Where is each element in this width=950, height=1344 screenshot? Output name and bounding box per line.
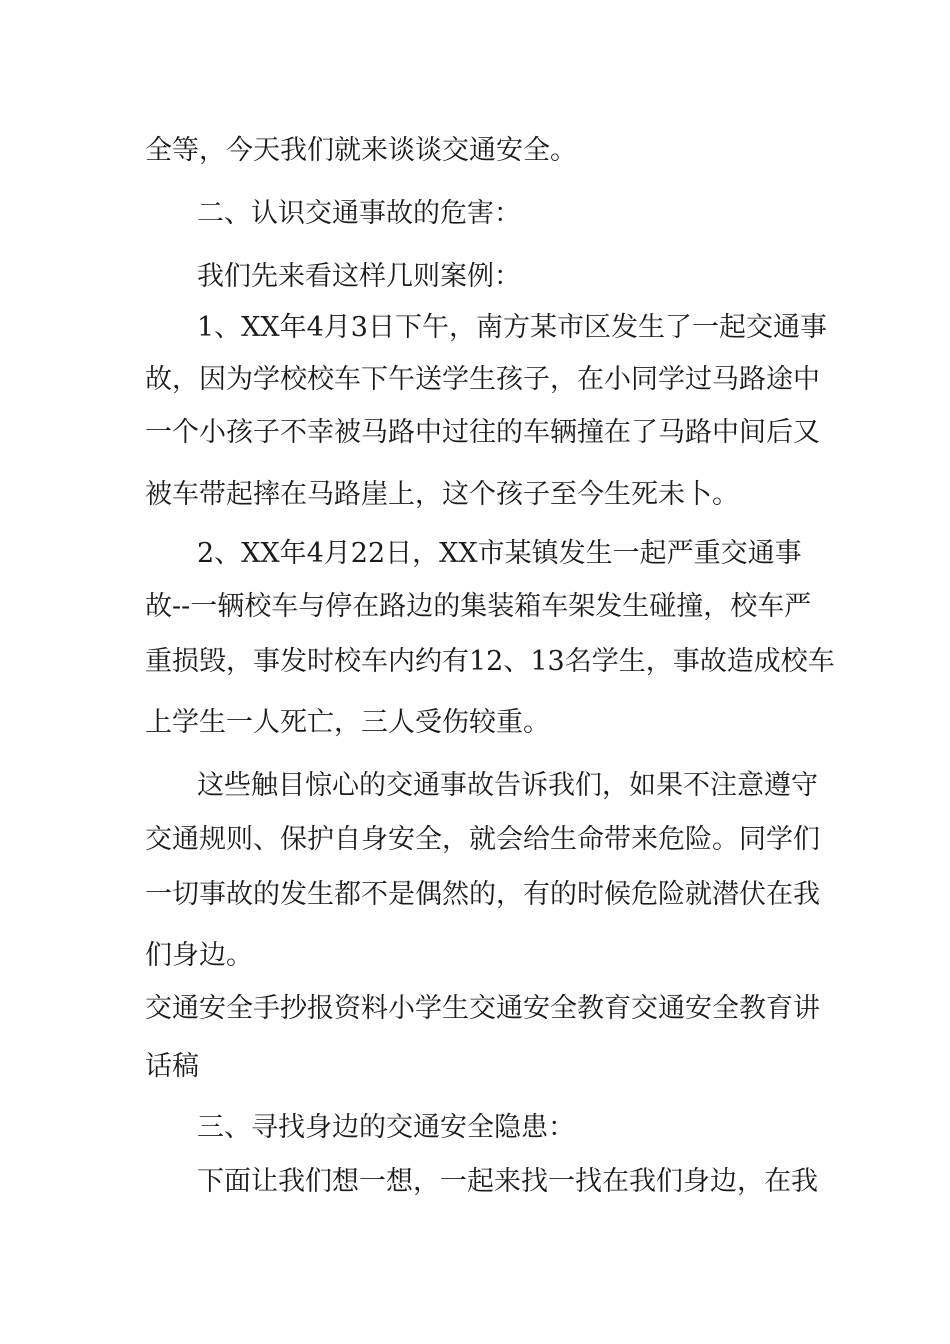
text-line: 1、XX年4月3日下午，南方某市区发生了一起交通事 — [197, 312, 827, 343]
text-line: 2、XX年4月22日，XX市某镇发生一起严重交通事 — [197, 538, 802, 569]
text-line: 交通安全手抄报资料小学生交通安全教育交通安全教育讲 — [145, 993, 820, 1024]
text-line: 一个小孩子不幸被马路中过往的车辆撞在了马路中间后又 — [145, 417, 820, 448]
text-line: 们身边。 — [145, 940, 253, 971]
text-line: 我们先来看这样几则案例： — [197, 261, 521, 292]
section-heading: 三、寻找身边的交通安全隐患： — [197, 1112, 575, 1143]
text-line: 故--一辆校车与停在路边的集装箱车架发生碰撞，校车严 — [145, 591, 812, 622]
text-line: 故，因为学校校车下午送学生孩子，在小同学过马路途中 — [145, 364, 820, 395]
text-line: 这些触目惊心的交通事故告诉我们，如果不注意遵守 — [197, 770, 818, 801]
text-line: 下面让我们想一想，一起来找一找在我们身边，在我 — [197, 1166, 818, 1197]
section-heading: 二、认识交通事故的危害： — [197, 198, 521, 229]
text-line: 全等，今天我们就来谈谈交通安全。 — [145, 135, 577, 166]
text-line: 重损毁，事发时校车内约有12、13名学生，事故造成校车 — [145, 646, 835, 677]
text-line: 被车带起摔在马路崖上，这个孩子至今生死未卜。 — [145, 479, 739, 510]
text-line: 话稿 — [145, 1051, 199, 1082]
text-line: 上学生一人死亡，三人受伤较重。 — [145, 707, 550, 738]
text-line: 一切事故的发生都不是偶然的，有的时候危险就潜伏在我 — [145, 879, 820, 910]
text-line: 交通规则、保护自身安全，就会给生命带来危险。同学们 — [145, 824, 820, 855]
